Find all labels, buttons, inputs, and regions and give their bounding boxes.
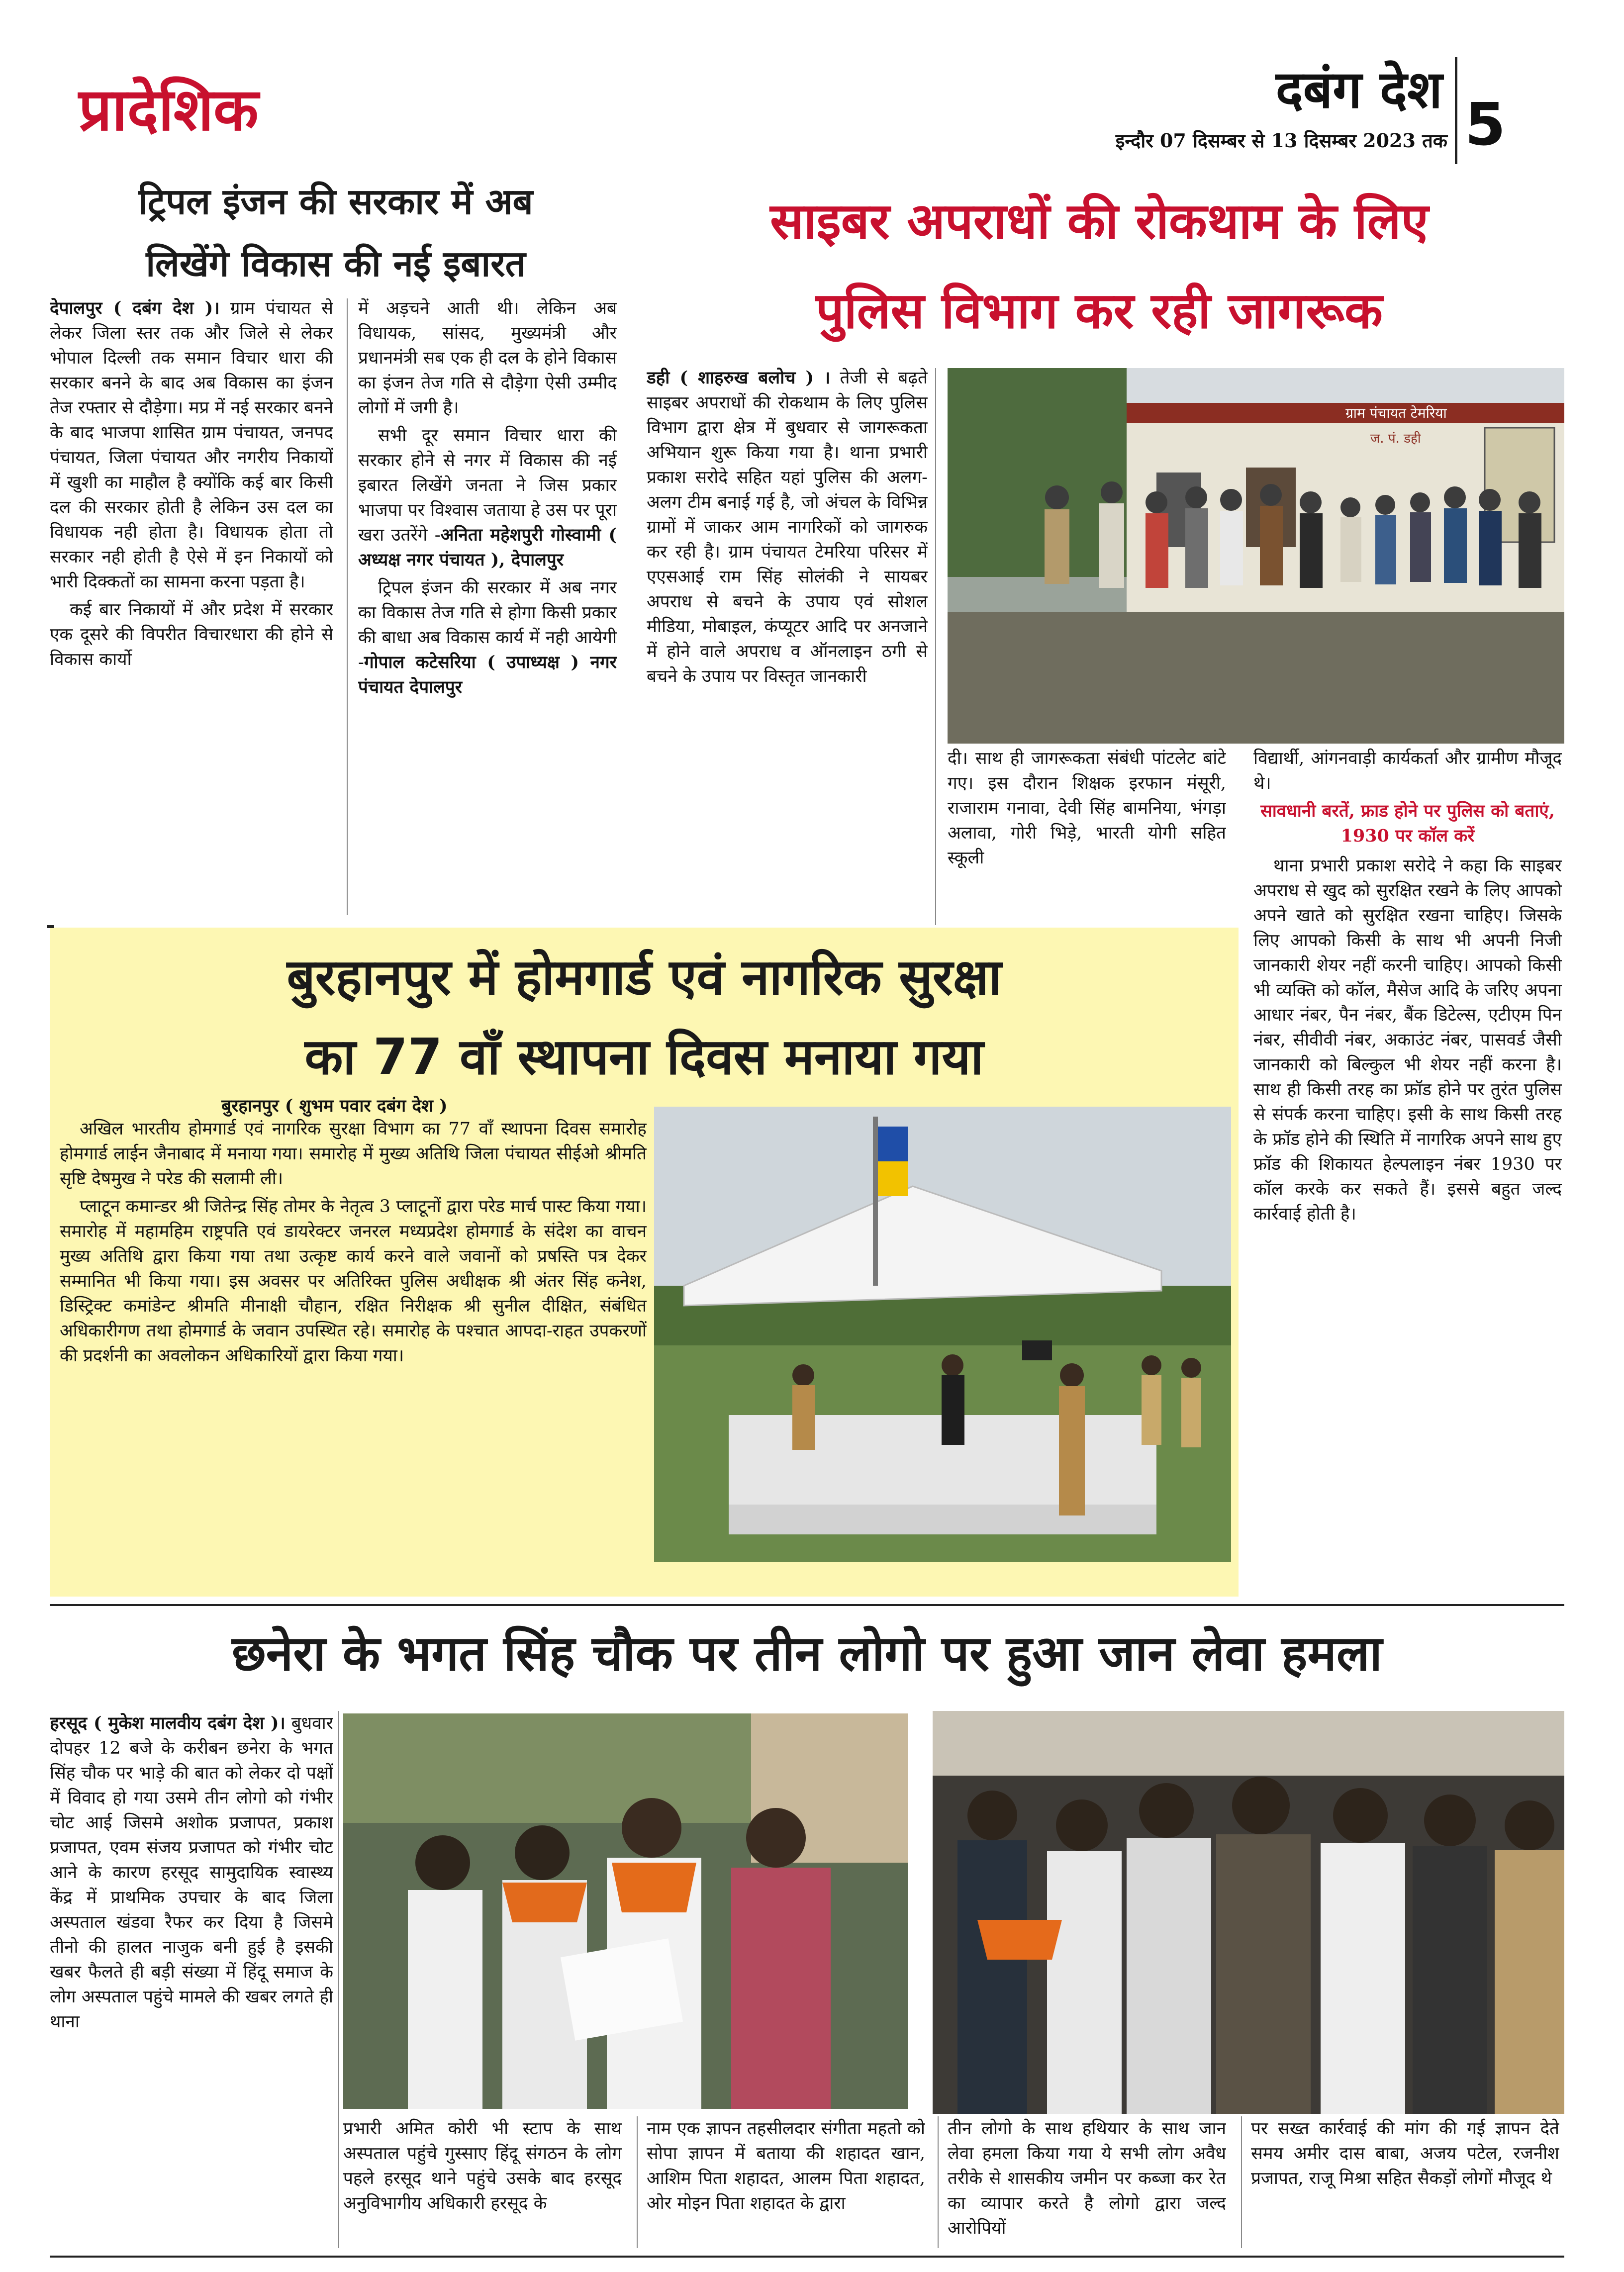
story4-photo-memorandum <box>343 1713 908 2109</box>
photo-sign-text: ग्राम पंचायत टेमरिया <box>1345 405 1447 421</box>
story1-col1-text: ग्राम पंचायत से लेकर जिला स्तर तक और जिले से लेकर भोपाल दिल्ली तक समान विचार धारा की सरकार बनने के बाद अब विकास का इंजन तेज रफ्तार से दौड़ेगा। मप्र में नई सरकार बनने के बाद भाजपा शासित ग्राम पंचायत, जनपद पंचायत, जिला पंचायत और नगरीय निकायों में खुशी का माहौल है क्योंकि कई बार किसी दल की सरकार होती है लेकिन उस दल का विधायक नही होता है। विधायक होता तो सरकार नही होती है ऐसे में इन निकायों को भारी दिक्कतों का सामना करना पड़ता है। <box>50 298 333 592</box>
story1-byline: देपालपुर ( दबंग देश )। <box>50 298 220 318</box>
story4-byline: हरसूद ( मुकेश मालवीय दबंग देश )। <box>50 1713 286 1733</box>
story1-col2-text: में अड़चने आती थी। लेकिन अब विधायक, सांसद, मुख्यमंत्री और प्रधानमंत्री सब एक ही दल के होने विकास का इंजन तेज गति से दौड़ेगा ऐसी उम्मीद लोगों में जगी है। <box>358 298 617 418</box>
story2-photo-svg <box>948 368 1564 744</box>
masthead-vertical-divider <box>1455 57 1457 164</box>
story2-headline-line2: पुलिस विभाग कर रही जागरूक <box>816 282 1383 340</box>
story4-col4-text: तीन लोगो के साथ हथियार के साथ जान लेवा हमला किया गया ये सभी लोग अवैध तरीके से शासकीय जमीन पर कब्जा कर रेत का व्यापार करते है लोगो द्वारा जल्द आरोपियों <box>948 2119 1226 2238</box>
page-bottom-rule <box>50 2256 1564 2258</box>
story3-photo-svg <box>654 1107 1231 1562</box>
story1-column-divider <box>347 298 348 915</box>
page-number: 5 <box>1465 90 1506 159</box>
story4-col1-text: बुधवार दोपहर 12 बजे के करीबन छनेरा के भगत सिंह चौक पर भाड़े की बात को लेकर दो पक्षों में विवाद हो गया उसमे तीन लोगो को गंभीर चोट आई जिसमे अशोक प्रजापत, प्रकाश प्रजापत, एवम संजय प्रजापत को गंभीर चोट आने के कारण हरसूद सामुदायिक स्वास्थ्य केंद्र में प्राथमिक उपचार के बाद जिला अस्पताल खंडवा रैफर कर दिया है जिसमे तीनो की हालत नाजुक बनी हुई है इसकी खबर फैलते ही बड़ी संख्या में हिंदू समाज के लोग अस्पताल पहुंचे मामले की खबर लगते ही थाना <box>50 1713 333 2032</box>
story1-column-1 <box>50 296 333 920</box>
story4-photo-right-svg <box>933 1711 1564 2114</box>
story2-col3-text: विद्यार्थी, आंगनवाड़ी कार्यकर्ता और ग्रामीण मौजूद थे। <box>1253 749 1562 793</box>
story1-quote2: गोपाल कटेसरिया ( उपाध्यक्ष ) नगर पंचायत देपालपुर <box>358 652 617 697</box>
story4-divider-4 <box>1241 2116 1242 2248</box>
story4-divider-1 <box>338 1711 339 2248</box>
story3-headline-line1: बुरहानपुर में होमगार्ड एवं नागरिक सुरक्षा <box>287 948 1002 1006</box>
section-title: प्रादेशिक <box>79 75 259 144</box>
story2-col3-text2: थाना प्रभारी प्रकाश सरोदे ने कहा कि साइबर अपराध से खुद को सुरक्षित रखने के लिए आपको अपने खाते को सुरक्षित रखना चाहिए। जिसके लिए आपको किसी के साथ भी अपनी निजी जानकारी शेयर नहीं करनी चाहिए। आपको किसी भी व्यक्ति को कॉल, मैसेज आदि के जरिए अपना आधार नंबर, पैन नंबर, बैंक डिटेल्स, एटीएम पिन नंबर, सीवीवी नंबर, अकाउंट नंबर, पासवर्ड जैसी जानकारी को बिल्कुल भी शेयर नहीं करना है। साथ ही किसी तरह का फ्रॉड होने पर तुरंत पुलिस से संपर्क करना चाहिए। इसी के साथ किसी तरह के फ्रॉड होने की स्थिति में नागरिक अपने साथ हुए फ्रॉड की शिकायत हेल्पलाइन नंबर 1930 पर कॉल करके कर सकते हैं। इससे बहुत जल्द कार्रवाई होती है। <box>1253 856 1562 1224</box>
story2-subhead: सावधानी बरतें, फ्राड होने पर पुलिस को बताएं, 1930 पर कॉल करें <box>1260 801 1555 846</box>
story1-col1-text2: कई बार निकायों में और प्रदेश में सरकार एक दूसरे की विपरीत विचारधारा की होने से विकास कार्यो <box>50 600 333 669</box>
story2-col1-text: तेजी से बढ़ते साइबर अपराधों की रोकथाम के लिए पुलिस विभाग द्वारा क्षेत्र में बुधवार से जागरूकता अभियान शुरू किया गया है। थाना प्रभारी प्रकाश सरोदे सहित यहां पुलिस की अलग-अलग टीम बनाई गई है, जो अंचल के विभिन्न ग्रामों में जाकर आम नागरिकों को जागरुक कर रही है। ग्राम पंचायत टेमरिया परिसर में एएसआई राम सिंह सोलंकी ने सायबर अपराध से बचने के उपाय एवं सोशल मीडिया, मोबाइल, कंप्यूटर आदि पर अनजाने में होने वाले अपराध व ऑनलाइन ठगी से बचने के उपाय पर विस्तृत जानकारी <box>647 368 928 686</box>
story4-column-2 <box>343 2116 622 2248</box>
story2-col2-text: दी। साथ ही जागरूकता संबंधी पांटलेट बांटे गए। इस दौरान शिक्षक इरफान मंसूरी, राजाराम गनावा, देवी सिंह बामनिया, भंगड़ा अलावा, गोरी भिड़े, भारती योगी सहित स्कूली <box>948 749 1226 868</box>
story2-column-divider <box>935 368 936 925</box>
story4-column-4 <box>948 2116 1226 2248</box>
paper-name: दबंग देश <box>1275 59 1442 120</box>
story1-col2-text3: ट्रिपल इंजन की सरकार में अब नगर का विकास तेज गति से होगा किसी प्रकार की बाधा अब विकास कार्य में नही आयेगी - <box>358 578 617 672</box>
story4-col5-text: पर सख्त कार्रवाई की मांग की गई ज्ञापन देते समय अमीर दास बाबा, अजय पटेल, रजनीश प्रजापत, राजू मिश्रा सहित सैकड़ों लोगों मौजूद थे <box>1251 2119 1559 2188</box>
story4-column-3 <box>647 2116 925 2248</box>
story2-byline: डही ( शाहरुख बलोच ) । <box>647 368 831 388</box>
story4-photo-left-svg <box>343 1713 908 2109</box>
story3-top-dash <box>47 925 54 928</box>
story1-col2-text2: सभी दूर समान विचार धारा की सरकार होने से नगर में विकास की नई इबारत लिखेंगे जनता ने जिस प्रकार भाजपा पर विश्वास जताया हे उस पर पूरा खरा उतरेंगे - <box>358 426 617 545</box>
story1-quote1: अनिता महेशपुरी गोस्वामी ( अध्यक्ष नगर पंचायत ), देपालपुर <box>358 525 617 570</box>
story2-column-1 <box>647 366 928 923</box>
story4-divider-3 <box>938 2116 939 2248</box>
story1-column-2 <box>358 296 617 920</box>
story1-headline-line1: ट्रिपल इंजन की सरकार में अब <box>138 181 533 222</box>
story2-headline-line1: साइबर अपराधों की रोकथाम के लिए <box>770 192 1429 250</box>
story1-headline-line2: लिखेंगे विकास की नई इबारत <box>146 243 526 284</box>
story3-photo-homeguard-parade <box>654 1107 1231 1562</box>
story4-top-rule <box>50 1604 1564 1606</box>
story4-col2-text: प्रभारी अमित कोरी भी स्टाप के साथ अस्पताल पहुंचे गुस्साए हिंदू संगठन के लोग पहले हरसूद थाने पहुंचे उसके बाद हरसूद अनुविभागीय अधिकारी हरसूद के <box>343 2119 622 2213</box>
story3-text <box>60 1117 647 1574</box>
photo-sign-text2: ज. पं. डही <box>1370 431 1421 446</box>
story4-headline: छनेरा के भगत सिंह चौक पर तीन लोगो पर हुआ जान लेवा हमला <box>232 1625 1382 1682</box>
story3-byline: बुरहानपुर ( शुभम पवार दबंग देश ) <box>221 1096 448 1116</box>
story4-col3-text: नाम एक ज्ञापन तहसीलदार संगीता महतो को सोपा ज्ञापन में बताया की शहादत खान, आशिम पिता शहादत, आलम पिता शहादत, ओर मोइन पिता शहादत के द्वारा <box>647 2119 925 2213</box>
story4-column-5 <box>1251 2116 1559 2248</box>
story4-column-1 <box>50 1711 333 2248</box>
story4-divider-2 <box>637 2116 638 2248</box>
story2-photo-cyber-awareness <box>948 368 1564 744</box>
dateline: इन्दौर 07 दिसम्बर से 13 दिसम्बर 2023 तक <box>1115 129 1447 152</box>
story3-headline-line2: का 77 वाँ स्थापना दिवस मनाया गया <box>304 1028 984 1086</box>
story2-column-2 <box>948 746 1226 923</box>
story3-para1: अखिल भारतीय होमगार्ड एवं नागरिक सुरक्षा विभाग का 77 वाँ स्थापना दिवस समारोह होमगार्ड लाईन जैनाबाद में मनाया गया। समारोह में मुख्य अतिथि जिला पंचायत सीईओ श्रीमति सृष्टि देषमुख ने परेड की सलामी ली। <box>60 1119 647 1189</box>
story4-photo-crowd <box>933 1711 1564 2114</box>
story3-para2: प्लाटून कमान्डर श्री जितेन्द्र सिंह तोमर के नेतृत्व 3 प्लाटूनों द्वारा परेड मार्च पास्ट किया गया। समारोह में महामहिम राष्ट्रपति एवं डायरेक्टर जनरल मध्यप्रदेश होमगार्ड के संदेश का वाचन मुख्य अतिथि द्वारा किया गया तथा उत्कृष्ट कार्य करने वाले जवानों को प्रषस्ति पत्र देकर सम्मानित भी किया गया। इस अवसर पर अतिरिक्त पुलिस अधीक्षक श्री अंतर सिंह कनेश, डिस्ट्रिक्ट कमांडेन्ट श्रीमति मीनाक्षी चौहान, रक्षित निरीक्षक श्री सुनील दीक्षित, संबंधित अधिकारीगण तथा होमगार्ड के जवान उपस्थित रहे। समारोह के पश्चात आपदा-राहत उपकरणों की प्रदर्शनी का अवलोकन अधिकारियों द्वारा किया गया। <box>60 1197 647 1366</box>
